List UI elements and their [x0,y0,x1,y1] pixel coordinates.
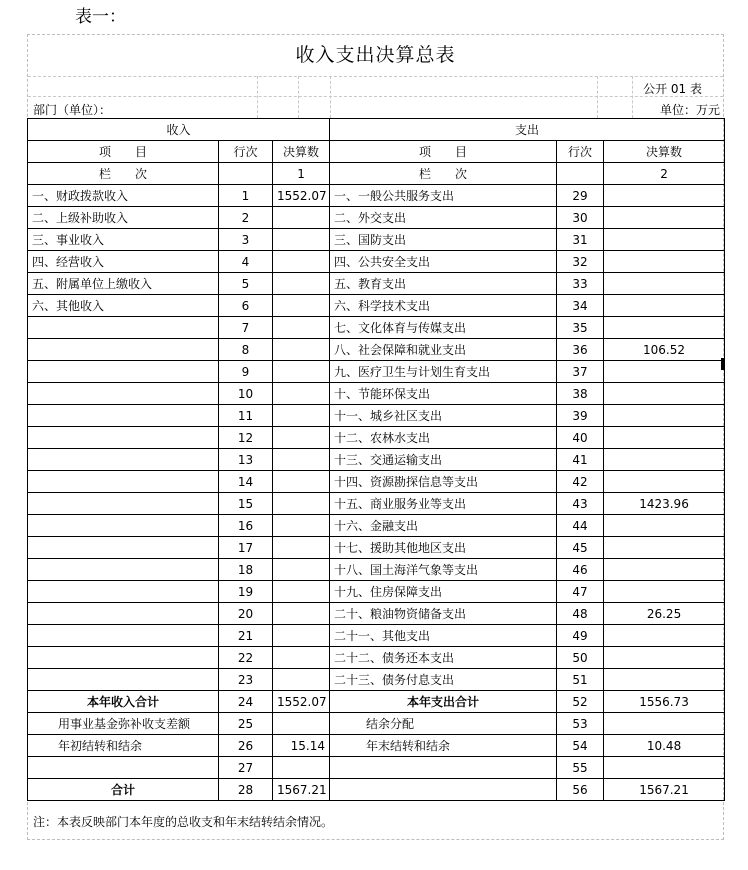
income-item: 三、事业收入 [28,229,219,251]
income-item [28,339,219,361]
income-row-number: 15 [219,493,273,515]
expense-amount [604,515,725,537]
income-item [28,493,219,515]
expense-item: 结余分配 [330,713,557,735]
income-item [28,559,219,581]
expense-item [330,779,557,801]
income-row-number: 13 [219,449,273,471]
expense-row-number: 30 [557,207,604,229]
table-row [28,625,725,647]
income-row-number: 21 [219,625,273,647]
expense-amount [604,449,725,471]
income-row-header: 行次 [219,141,273,163]
table-row [28,603,725,625]
expense-item: 十一、城乡社区支出 [330,405,557,427]
section-header-row [28,119,725,141]
table-row [28,295,725,317]
income-row-number: 4 [219,251,273,273]
income-item [28,757,219,779]
expense-amount [604,427,725,449]
income-item [28,317,219,339]
income-amount [273,251,330,273]
header-gridline [28,96,723,97]
expense-row-number: 50 [557,647,604,669]
expense-amount [604,471,725,493]
expense-item: 七、文化体育与传媒支出 [330,317,557,339]
expense-row-number: 34 [557,295,604,317]
footnote: 注：本表反映部门本年度的总收支和年末结转结余情况。 [33,815,334,829]
expense-column-number: 2 [604,163,725,185]
income-item: 二、上级补助收入 [28,207,219,229]
income-amount [273,559,330,581]
expense-row-number: 46 [557,559,604,581]
expense-item: 一、一般公共服务支出 [330,185,557,207]
expense-item: 十二、农林水支出 [330,427,557,449]
income-row-number: 27 [219,757,273,779]
income-item: 四、经营收入 [28,251,219,273]
income-row-number: 3 [219,229,273,251]
expense-item: 八、社会保障和就业支出 [330,339,557,361]
form-number: 公开 01 表 [643,82,702,96]
header-gridline [28,76,723,77]
expense-row-number: 32 [557,251,604,273]
expense-amount [604,295,725,317]
header-gridline [257,76,258,118]
expense-header: 支出 [330,119,725,141]
expense-item: 四、公共安全支出 [330,251,557,273]
income-expense-table [27,118,725,801]
expense-row-number: 53 [557,713,604,735]
income-item: 一、财政拨款收入 [28,185,219,207]
income-amount [273,713,330,735]
header-gridline [597,76,598,118]
expense-item: 十三、交通运输支出 [330,449,557,471]
income-row-number: 5 [219,273,273,295]
expense-item: 五、教育支出 [330,273,557,295]
expense-row-number: 37 [557,361,604,383]
income-row-number: 18 [219,559,273,581]
table-row [28,647,725,669]
income-amount [273,405,330,427]
department-label: 部门（单位）： [33,103,112,117]
income-amount [273,625,330,647]
table-row [28,405,725,427]
table-row [28,581,725,603]
income-row-number: 14 [219,471,273,493]
income-item [28,449,219,471]
table-row [28,471,725,493]
expense-row-number: 47 [557,581,604,603]
expense-amount [604,383,725,405]
income-row-number: 25 [219,713,273,735]
table-row [28,273,725,295]
income-amount [273,515,330,537]
income-amount [273,537,330,559]
income-row-number: 8 [219,339,273,361]
income-row-number: 9 [219,361,273,383]
income-item [28,471,219,493]
income-row-number: 17 [219,537,273,559]
income-item: 用事业基金弥补收支差额 [28,713,219,735]
subtotal-row [28,691,725,713]
expense-row-number: 49 [557,625,604,647]
expense-row-number: 56 [557,779,604,801]
expense-item: 九、医疗卫生与计划生育支出 [330,361,557,383]
income-row-number: 24 [219,691,273,713]
expense-amount: 106.52 [604,339,725,361]
expense-row-number: 29 [557,185,604,207]
income-amount [273,295,330,317]
expense-row-number: 41 [557,449,604,471]
income-amount [273,383,330,405]
income-row-number: 6 [219,295,273,317]
income-amount [273,361,330,383]
expense-item-header: 项 目 [330,141,557,163]
expense-amount [604,229,725,251]
expense-amount [604,757,725,779]
income-amount: 15.14 [273,735,330,757]
expense-row-number: 52 [557,691,604,713]
income-amount: 1567.21 [273,779,330,801]
table-row [28,669,725,691]
expense-item: 十七、援助其他地区支出 [330,537,557,559]
expense-amount [604,559,725,581]
income-item [28,361,219,383]
total-row [28,779,725,801]
expense-row-number: 55 [557,757,604,779]
expense-item: 十八、国土海洋气象等支出 [330,559,557,581]
income-row-number: 19 [219,581,273,603]
expense-amount [604,405,725,427]
expense-amount: 1423.96 [604,493,725,515]
income-item [28,669,219,691]
extra-row [28,713,725,735]
expense-item: 十九、住房保障支出 [330,581,557,603]
expense-row-number: 31 [557,229,604,251]
cell-cursor-mark [721,358,724,370]
expense-item: 二十二、债务还本支出 [330,647,557,669]
expense-item [330,757,557,779]
expense-item: 十、节能环保支出 [330,383,557,405]
income-row-number: 11 [219,405,273,427]
expense-amount [604,625,725,647]
income-amount [273,757,330,779]
expense-amount [604,669,725,691]
income-item: 年初结转和结余 [28,735,219,757]
expense-amount [604,273,725,295]
table-row [28,383,725,405]
income-item [28,647,219,669]
expense-amount [604,251,725,273]
table-row [28,339,725,361]
income-row-number: 16 [219,515,273,537]
column-header-row [28,141,725,163]
expense-item: 二、外交支出 [330,207,557,229]
expense-row-number: 35 [557,317,604,339]
expense-item: 十六、金融支出 [330,515,557,537]
header-gridline [330,76,331,118]
extra-row [28,757,725,779]
income-amount [273,669,330,691]
expense-row-number: 36 [557,339,604,361]
expense-item: 二十、粮油物资储备支出 [330,603,557,625]
expense-amount [604,713,725,735]
table-row [28,229,725,251]
income-amount [273,427,330,449]
income-item: 本年收入合计 [28,691,219,713]
income-row-number: 22 [219,647,273,669]
header-gridline [632,76,633,118]
income-amount: 1552.07 [273,691,330,713]
income-amount-header: 决算数 [273,141,330,163]
income-amount [273,339,330,361]
expense-row-number: 54 [557,735,604,757]
income-amount [273,229,330,251]
income-item [28,581,219,603]
expense-amount [604,647,725,669]
unit-label: 单位：万元 [659,103,720,117]
income-column-number: 1 [273,163,330,185]
expense-amount [604,185,725,207]
income-lanci-label: 栏 次 [28,163,219,185]
table-row [28,515,725,537]
expense-row-number: 39 [557,405,604,427]
table-row [28,559,725,581]
income-row-number: 20 [219,603,273,625]
income-amount [273,449,330,471]
income-row-number: 12 [219,427,273,449]
income-item [28,383,219,405]
income-item [28,405,219,427]
table-row [28,251,725,273]
expense-row-number: 48 [557,603,604,625]
expense-lanci-label: 栏 次 [330,163,557,185]
expense-item: 本年支出合计 [330,691,557,713]
expense-item: 六、科学技术支出 [330,295,557,317]
expense-row-number: 40 [557,427,604,449]
income-row-number: 10 [219,383,273,405]
income-row-number: 7 [219,317,273,339]
empty-cell [219,163,273,185]
income-header: 收入 [28,119,330,141]
expense-item: 十五、商业服务业等支出 [330,493,557,515]
header-gridline [298,76,299,118]
expense-item: 年末结转和结余 [330,735,557,757]
expense-amount [604,317,725,339]
income-amount [273,493,330,515]
income-row-number: 23 [219,669,273,691]
expense-row-number: 44 [557,515,604,537]
income-item: 合计 [28,779,219,801]
expense-item: 二十三、债务付息支出 [330,669,557,691]
income-amount [273,317,330,339]
table-row [28,449,725,471]
expense-amount [604,581,725,603]
income-item-header: 项 目 [28,141,219,163]
table-row [28,427,725,449]
income-row-number: 2 [219,207,273,229]
expense-row-header: 行次 [557,141,604,163]
expense-row-number: 45 [557,537,604,559]
expense-amount [604,207,725,229]
expense-amount: 10.48 [604,735,725,757]
income-amount [273,603,330,625]
table-row [28,207,725,229]
expense-row-number: 51 [557,669,604,691]
income-row-number: 26 [219,735,273,757]
table-row [28,361,725,383]
table-row [28,185,725,207]
expense-amount: 1567.21 [604,779,725,801]
expense-item: 二十一、其他支出 [330,625,557,647]
expense-amount [604,537,725,559]
income-amount: 1552.07 [273,185,330,207]
income-amount [273,647,330,669]
income-item: 六、其他收入 [28,295,219,317]
expense-item: 十四、资源勘探信息等支出 [330,471,557,493]
income-amount [273,207,330,229]
page-title: 收入支出决算总表 [295,44,456,66]
column-number-row [28,163,725,185]
expense-amount-header: 决算数 [604,141,725,163]
income-row-number: 28 [219,779,273,801]
expense-amount: 1556.73 [604,691,725,713]
expense-row-number: 42 [557,471,604,493]
income-item [28,427,219,449]
expense-row-number: 33 [557,273,604,295]
table-row [28,537,725,559]
income-item [28,537,219,559]
extra-row [28,735,725,757]
income-item [28,515,219,537]
expense-item: 三、国防支出 [330,229,557,251]
income-amount [273,471,330,493]
expense-amount: 26.25 [604,603,725,625]
income-amount [273,273,330,295]
income-row-number: 1 [219,185,273,207]
table-row [28,493,725,515]
income-item [28,625,219,647]
table-caption: 表一： [75,7,126,27]
income-amount [273,581,330,603]
empty-cell [557,163,604,185]
expense-amount [604,361,725,383]
expense-row-number: 43 [557,493,604,515]
expense-row-number: 38 [557,383,604,405]
income-item: 五、附属单位上缴收入 [28,273,219,295]
income-item [28,603,219,625]
table-row [28,317,725,339]
